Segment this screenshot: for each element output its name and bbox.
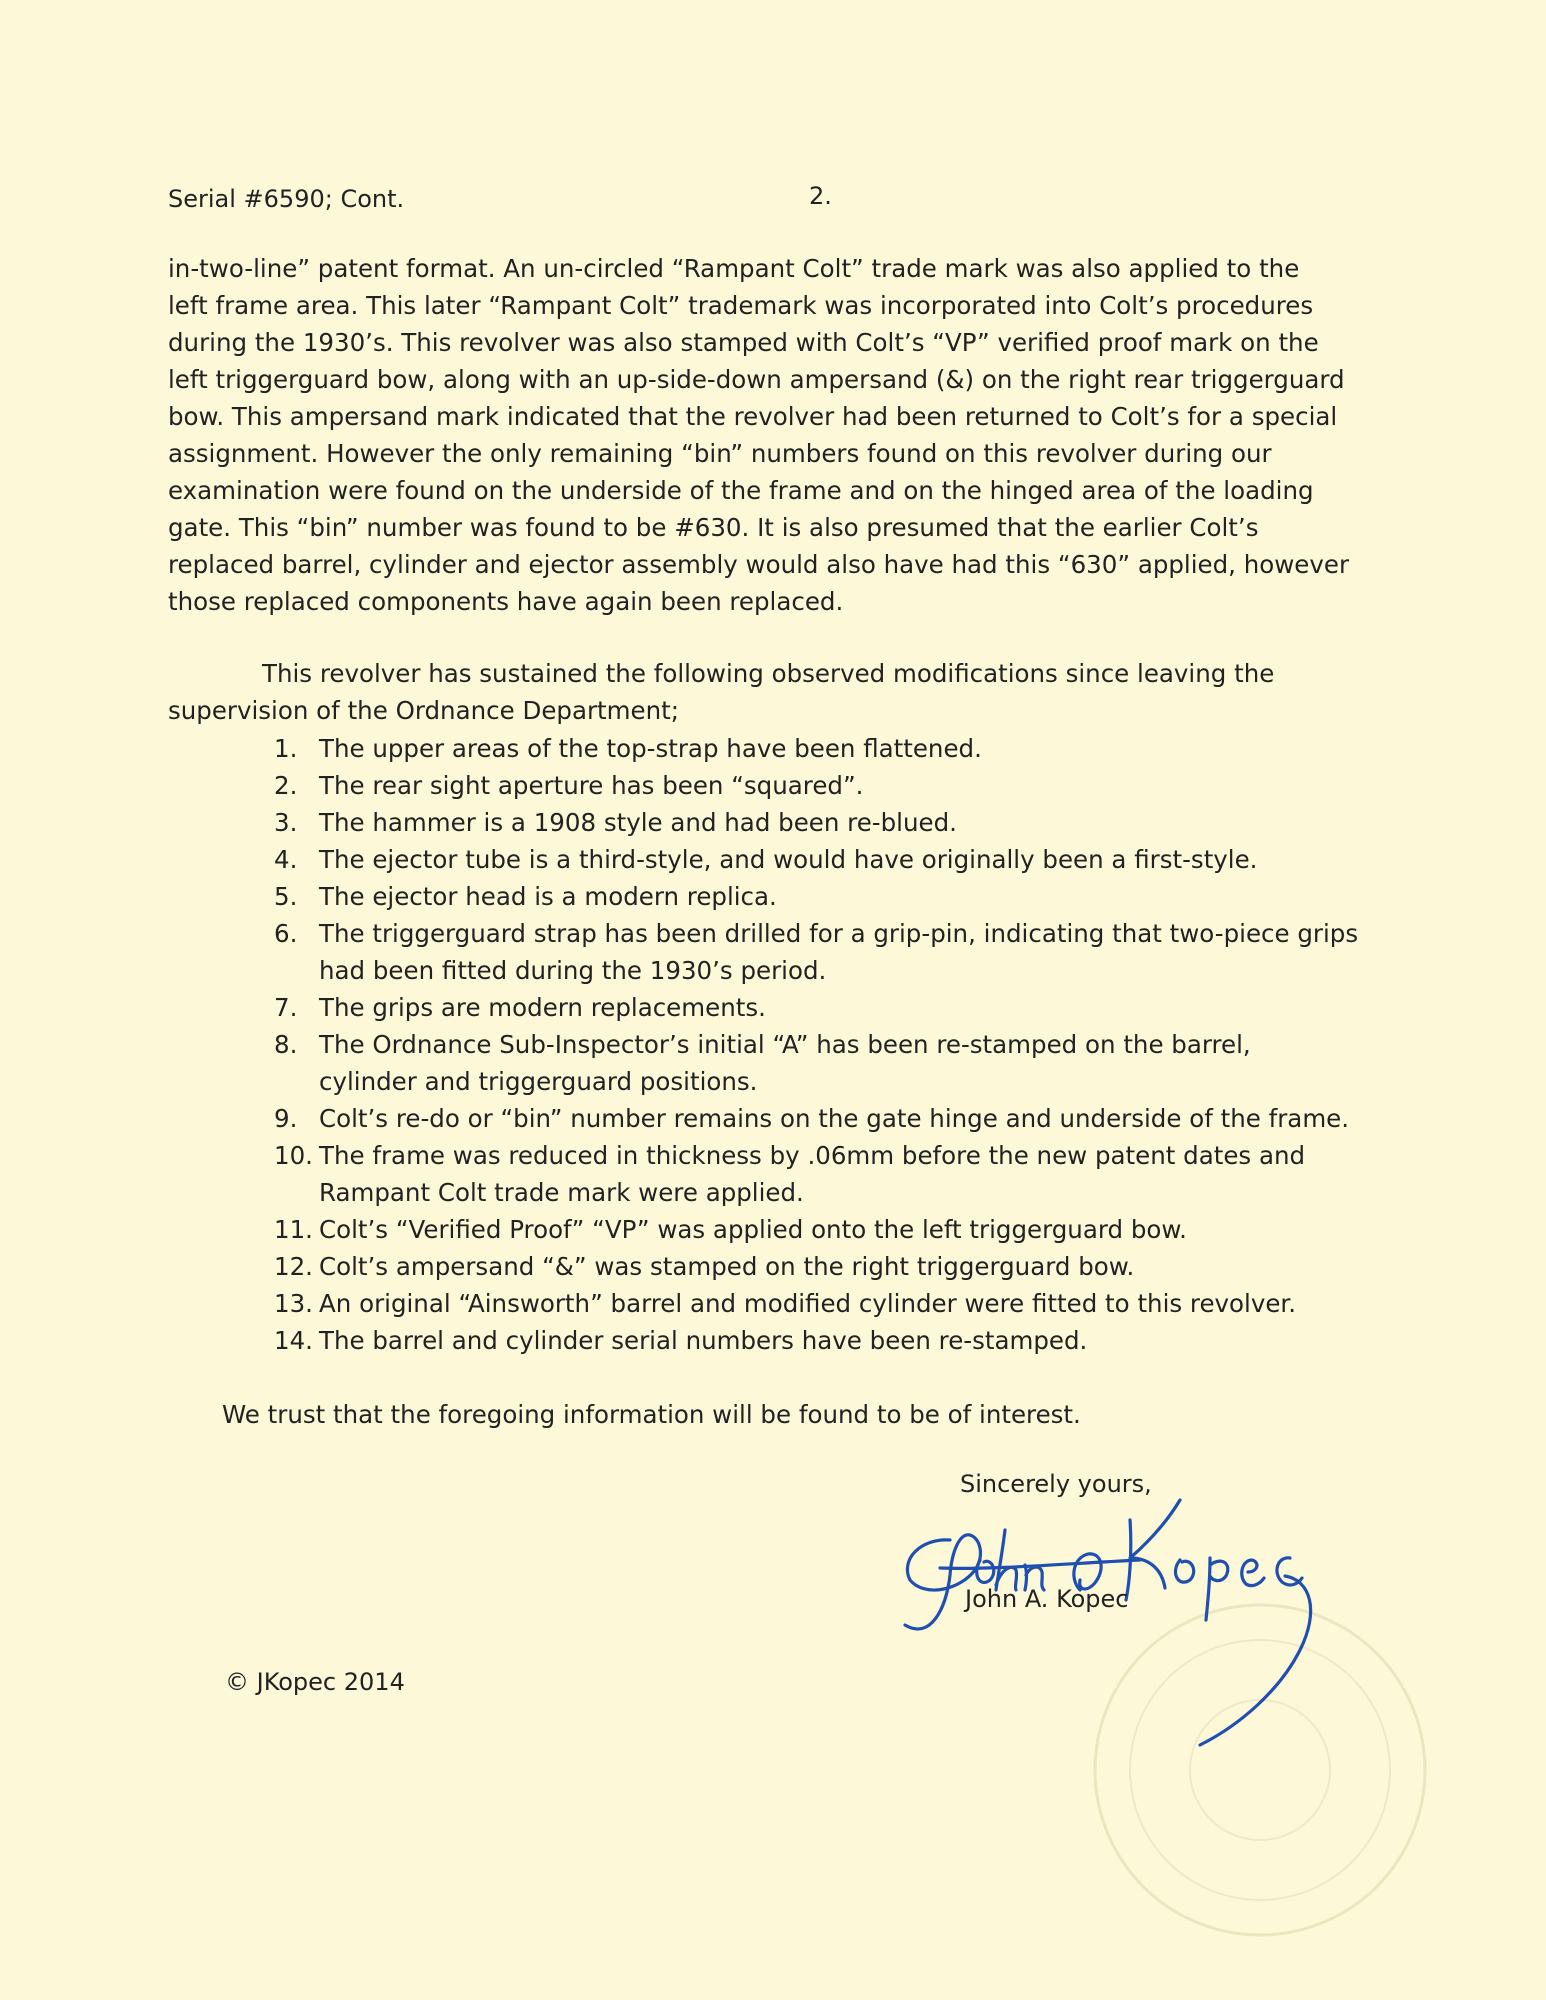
item-text: The ejector tube is a third-style, and would have originally been a first-style. xyxy=(319,845,1258,874)
list-item xyxy=(274,767,1384,804)
list-item xyxy=(274,1026,1384,1100)
item-number: 11. xyxy=(274,1215,313,1244)
list-item xyxy=(274,878,1384,915)
page-number: 2. xyxy=(809,182,832,210)
item-text: Colt’s re-do or “bin” number remains on the gate hinge and underside of the frame. xyxy=(319,1104,1350,1133)
item-number: 4. xyxy=(274,845,298,874)
list-item xyxy=(274,915,1384,989)
item-number: 2. xyxy=(274,771,298,800)
list-item xyxy=(274,1285,1384,1322)
list-item xyxy=(274,804,1384,841)
paragraph-line: during the 1930’s. This revolver was also stamped with Colt’s “VP” verified proof mark on the xyxy=(168,328,1319,357)
item-text: The triggerguard strap has been drilled for a grip-pin, indicating that two-piece grips xyxy=(319,919,1359,948)
item-text: had been fitted during the 1930’s period. xyxy=(319,956,827,985)
item-number: 6. xyxy=(274,919,298,948)
closing-sentence: We trust that the foregoing information will be found to be of interest. xyxy=(222,1400,1081,1429)
item-text: The upper areas of the top-strap have been flattened. xyxy=(319,734,982,763)
paragraph-line: replaced barrel, cylinder and ejector assembly would also have had this “630” applied, however xyxy=(168,550,1350,579)
item-text: cylinder and triggerguard positions. xyxy=(319,1067,758,1096)
list-item xyxy=(274,1137,1384,1211)
item-number: 14. xyxy=(274,1326,313,1355)
list-item xyxy=(274,1100,1384,1137)
paragraph-line: examination were found on the underside of the frame and on the hinged area of the loading xyxy=(168,476,1314,505)
list-item xyxy=(274,989,1384,1026)
paragraph-line: gate. This “bin” number was found to be #630. It is also presumed that the earlier Colt’s xyxy=(168,513,1259,542)
modifications-list xyxy=(274,730,1384,1359)
paragraph-line: in-two-line” patent format. An un-circled “Rampant Colt” trade mark was also applied to the xyxy=(168,254,1300,283)
item-text: The hammer is a 1908 style and had been re-blued. xyxy=(319,808,957,837)
paragraph-line: left frame area. This later “Rampant Colt” trademark was incorporated into Colt’s procedures xyxy=(168,291,1314,320)
item-number: 10. xyxy=(274,1141,313,1170)
item-number: 3. xyxy=(274,808,298,837)
list-item xyxy=(274,1211,1384,1248)
item-text: The Ordnance Sub-Inspector’s initial “A” has been re-stamped on the barrel, xyxy=(319,1030,1251,1059)
item-text: Colt’s ampersand “&” was stamped on the right triggerguard bow. xyxy=(319,1252,1135,1281)
paragraph-line: This revolver has sustained the following observed modifications since leaving the xyxy=(262,659,1275,688)
item-number: 9. xyxy=(274,1104,298,1133)
serial-header: Serial #6590; Cont. xyxy=(168,185,405,213)
item-number: 7. xyxy=(274,993,298,1022)
item-text: The barrel and cylinder serial numbers have been re-stamped. xyxy=(319,1326,1088,1355)
item-number: 13. xyxy=(274,1289,313,1318)
list-item xyxy=(274,730,1384,767)
signer-name: John A. Kopec xyxy=(965,1585,1129,1613)
paragraph-line: assignment. However the only remaining “bin” numbers found on this revolver during our xyxy=(168,439,1272,468)
list-item xyxy=(274,841,1384,878)
item-text: Colt’s “Verified Proof” “VP” was applied onto the left triggerguard bow. xyxy=(319,1215,1187,1244)
item-text: The grips are modern replacements. xyxy=(319,993,766,1022)
salutation: Sincerely yours, xyxy=(960,1470,1152,1498)
item-number: 8. xyxy=(274,1030,298,1059)
history-paragraph xyxy=(168,250,1368,620)
item-text: The ejector head is a modern replica. xyxy=(319,882,777,911)
paragraph-line: bow. This ampersand mark indicated that the revolver had been returned to Colt’s for a special xyxy=(168,402,1338,431)
item-text: Rampant Colt trade mark were applied. xyxy=(319,1178,804,1207)
item-number: 12. xyxy=(274,1252,313,1281)
list-item xyxy=(274,1322,1384,1359)
item-number: 1. xyxy=(274,734,298,763)
item-text: The rear sight aperture has been “squared”. xyxy=(319,771,864,800)
copyright-notice: © JKopec 2014 xyxy=(225,1668,405,1696)
item-number: 5. xyxy=(274,882,298,911)
modifications-intro xyxy=(168,655,1368,729)
item-text: An original “Ainsworth” barrel and modified cylinder were fitted to this revolver. xyxy=(319,1289,1297,1318)
item-text: The frame was reduced in thickness by .06mm before the new patent dates and xyxy=(319,1141,1306,1170)
list-item xyxy=(274,1248,1384,1285)
signature-icon xyxy=(880,1480,1360,1760)
paragraph-line: supervision of the Ordnance Department; xyxy=(168,696,679,725)
paragraph-line: left triggerguard bow, along with an up-side-down ampersand (&) on the right rear triggerguard xyxy=(168,365,1345,394)
paragraph-line: those replaced components have again been replaced. xyxy=(168,587,844,616)
